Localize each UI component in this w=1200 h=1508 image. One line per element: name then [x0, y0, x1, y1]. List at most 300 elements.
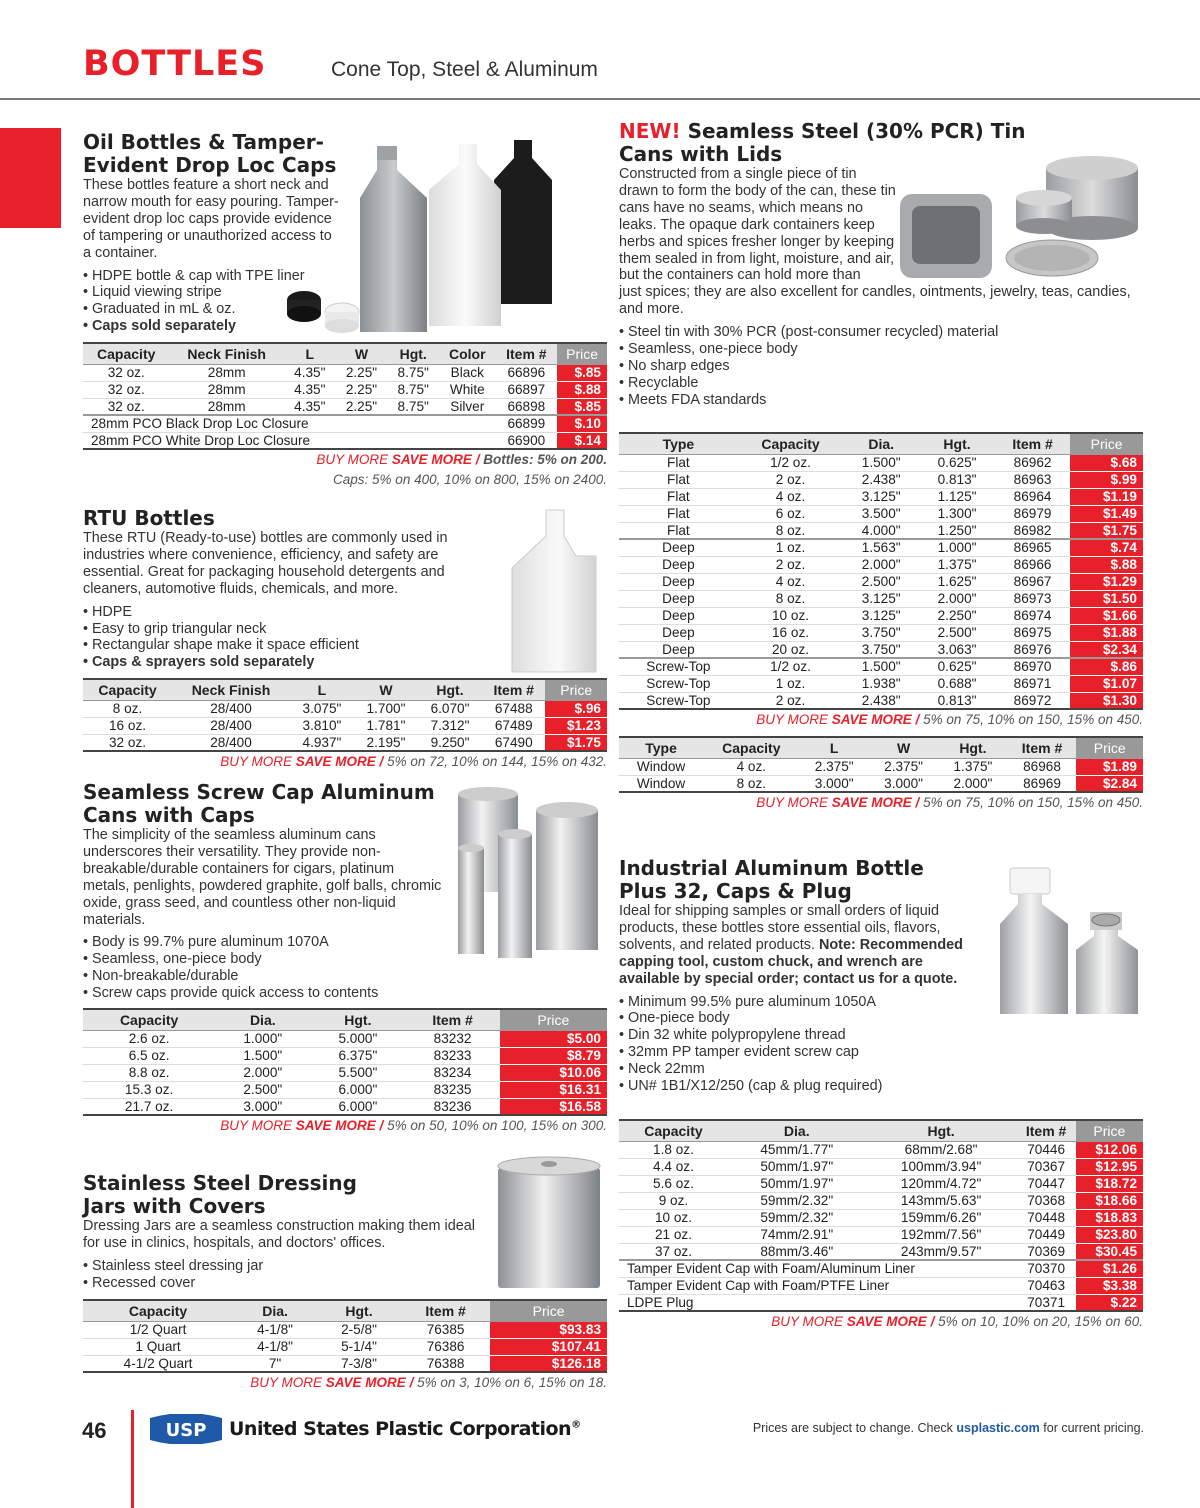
- table-row: [619, 1158, 1143, 1175]
- col-header: Item #: [1017, 1120, 1076, 1141]
- dressing-jar-image: [494, 1154, 604, 1294]
- cell: 70368: [1017, 1192, 1076, 1209]
- buy-label: BUY MORE: [316, 452, 389, 467]
- buy-label: BUY MORE: [771, 1314, 844, 1329]
- cell: 2.25": [336, 381, 388, 398]
- cell: 120mm/4.72": [866, 1175, 1017, 1192]
- cell: 1.625": [919, 573, 995, 590]
- buy-label: BUY MORE: [756, 795, 828, 810]
- industrial-title: Industrial Aluminum Bottle Plus 32, Caps & Plug: [619, 856, 924, 903]
- price-cell: $1.89: [1076, 758, 1143, 775]
- tins-table-wrap: [619, 432, 1143, 813]
- buy-label: BUY MORE: [756, 712, 828, 727]
- jars-bullet: • Stainless steel dressing jar: [83, 1258, 488, 1275]
- col-header: Capacity: [619, 1120, 728, 1141]
- cell: 28mm PCO White Drop Loc Closure: [83, 432, 496, 449]
- cell: 243mm/9.57": [866, 1243, 1017, 1260]
- price-cell: $16.58: [500, 1098, 607, 1115]
- table-row: [619, 522, 1143, 539]
- table-row: [619, 1209, 1143, 1226]
- cell: 28mm: [169, 364, 284, 381]
- industrial-bullet: • One-piece body: [619, 1010, 979, 1027]
- cell: 8 oz.: [738, 522, 843, 539]
- price-cell: $1.88: [1070, 624, 1143, 641]
- price-cell: $12.95: [1076, 1158, 1143, 1175]
- cell: 70463: [1017, 1277, 1076, 1294]
- col-header: Dia.: [215, 1009, 310, 1030]
- cell: 2.375": [869, 758, 938, 775]
- cell: 1.000": [215, 1030, 310, 1047]
- buy-label: BUY MORE: [220, 754, 292, 769]
- buy-terms: 5% on 3, 10% on 6, 15% on 18.: [417, 1375, 607, 1390]
- cell: 1.300": [919, 505, 995, 522]
- oil-caps-buy-more: [83, 470, 607, 490]
- table-row: [83, 415, 607, 432]
- price-cell: $16.31: [500, 1081, 607, 1098]
- cell: Deep: [619, 539, 738, 556]
- cell: 3.125": [843, 590, 919, 607]
- tins-buy-more: [619, 710, 1143, 730]
- cell: 66899: [496, 415, 558, 432]
- industrial-section: [619, 857, 979, 1095]
- cell: 28/400: [172, 717, 290, 734]
- registered-mark: ®: [571, 1419, 581, 1431]
- aluminum-cans-image: [452, 786, 602, 962]
- cell: 4.35": [284, 364, 336, 381]
- cell: Flat: [619, 505, 738, 522]
- jars-title: Stainless Steel Dressing Jars with Covers: [83, 1171, 357, 1218]
- table-row: [83, 1047, 607, 1064]
- cell: 4.000": [843, 522, 919, 539]
- buy-terms: 5% on 72, 10% on 144, 15% on 432.: [387, 754, 607, 769]
- col-header: Capacity: [83, 343, 169, 364]
- industrial-bullet: • Minimum 99.5% pure aluminum 1050A: [619, 994, 979, 1011]
- tins-bullet: • Meets FDA standards: [619, 392, 1139, 409]
- price-cell: $23.80: [1076, 1226, 1143, 1243]
- oil-bullet: • Caps sold separately: [83, 318, 383, 335]
- cell: Flat: [619, 522, 738, 539]
- brand-text: United States Plastic Corporation: [229, 1418, 572, 1440]
- tin-cans-image: [896, 154, 1142, 286]
- cell: 74mm/2.91": [728, 1226, 866, 1243]
- table-row: [619, 1243, 1143, 1260]
- cell: 159mm/6.26": [866, 1209, 1017, 1226]
- table-row: [83, 1321, 607, 1338]
- buy-terms: Caps: 5% on 400, 10% on 800, 15% on 2400.: [333, 472, 607, 487]
- pricing-note: [753, 1421, 1144, 1435]
- cell: 2.500": [843, 573, 919, 590]
- table-row: [619, 1294, 1143, 1311]
- cell: 66897: [496, 381, 558, 398]
- cell: 3.750": [843, 624, 919, 641]
- alum-buy-more: [83, 1116, 607, 1136]
- cell: 1.000": [919, 539, 995, 556]
- cell: Silver: [439, 398, 495, 415]
- cell: 32 oz.: [83, 398, 169, 415]
- cell: 8.75": [387, 381, 439, 398]
- tins-description-a: Constructed from a single piece of tin drawn to form the body of the can, these tin cans have no seams, which means no leaks. The opaque dark containers keep herbs and spices fresher longer by keeping them sealed in from light, moisture, and air, but the containers can hold more than: [619, 166, 896, 284]
- col-header: Hgt.: [310, 1009, 405, 1030]
- cell: Deep: [619, 573, 738, 590]
- cell: 0.625": [919, 454, 995, 471]
- cell: 86979: [995, 505, 1070, 522]
- cell: 1.500": [843, 658, 919, 675]
- cell: 1.500": [843, 454, 919, 471]
- price-cell: $126.18: [490, 1355, 607, 1372]
- industrial-bullet: • 32mm PP tamper evident screw cap: [619, 1044, 979, 1061]
- cell: 6 oz.: [738, 505, 843, 522]
- rtu-table-wrap: [83, 678, 607, 772]
- col-header: Neck Finish: [172, 679, 290, 700]
- price-cell: $12.06: [1076, 1141, 1143, 1158]
- cell: 70447: [1017, 1175, 1076, 1192]
- save-label: SAVE MORE: [391, 452, 472, 467]
- cell: 88mm/3.46": [728, 1243, 866, 1260]
- oil-table-wrap: [83, 342, 607, 490]
- price-cell: $1.50: [1070, 590, 1143, 607]
- cell: 50mm/1.97": [728, 1158, 866, 1175]
- slash: /: [379, 1118, 384, 1133]
- col-header: W: [336, 343, 388, 364]
- cell: 76388: [401, 1355, 490, 1372]
- save-label: SAVE MORE: [831, 712, 912, 727]
- col-header: Capacity: [83, 1009, 215, 1030]
- price-cell: $18.72: [1076, 1175, 1143, 1192]
- cell: 5-1/4": [317, 1338, 401, 1355]
- alum-table-wrap: [83, 1008, 607, 1136]
- cell: 2.250": [919, 607, 995, 624]
- oil-bottles-image: [282, 134, 572, 334]
- cell: 6.070": [418, 700, 482, 717]
- brand-name: [229, 1418, 581, 1440]
- cell: 2.000": [919, 590, 995, 607]
- cell: 66898: [496, 398, 558, 415]
- price-cell: $93.83: [490, 1321, 607, 1338]
- cell: 2.438": [843, 692, 919, 709]
- col-header: W: [354, 679, 418, 700]
- table-row: [83, 381, 607, 398]
- price-cell: $30.45: [1076, 1243, 1143, 1260]
- price-cell: $8.79: [500, 1047, 607, 1064]
- cell: Tamper Evident Cap with Foam/PTFE Liner: [619, 1277, 1017, 1294]
- price-cell: $2.84: [1076, 775, 1143, 792]
- cell: 59mm/2.32": [728, 1192, 866, 1209]
- col-header: Type: [619, 433, 738, 454]
- oil-bullet: • Graduated in mL & oz.: [83, 301, 383, 318]
- usp-logo-text: USP: [165, 1420, 207, 1441]
- cell: 2.500": [919, 624, 995, 641]
- cell: 1 Quart: [83, 1338, 233, 1355]
- industrial-bullet: • UN# 1B1/X12/250 (cap & plug required): [619, 1078, 979, 1095]
- cell: 1.250": [919, 522, 995, 539]
- cell: 86963: [995, 471, 1070, 488]
- col-header: L: [284, 343, 336, 364]
- cell: 10 oz.: [738, 607, 843, 624]
- price-cell: $.10: [557, 415, 607, 432]
- col-header: Hgt.: [938, 737, 1007, 758]
- table-row: [619, 758, 1143, 775]
- industrial-table-wrap: [619, 1119, 1143, 1332]
- col-header: Price: [545, 679, 607, 700]
- cell: 2.000": [215, 1064, 310, 1081]
- col-header: Price: [1076, 1120, 1143, 1141]
- cell: 1.700": [354, 700, 418, 717]
- table-row: [83, 717, 607, 734]
- cell: Flat: [619, 454, 738, 471]
- rtu-title: RTU Bottles: [83, 506, 215, 530]
- cell: 5.500": [310, 1064, 405, 1081]
- oil-buy-more: [83, 450, 607, 470]
- oil-description: These bottles feature a short neck and narrow mouth for easy pouring. Tamper-evident drop loc caps provide evidence of tampering or unauthorized access to a container.: [83, 177, 339, 261]
- cell: 83235: [405, 1081, 499, 1098]
- table-row: [619, 1260, 1143, 1277]
- col-header: Hgt.: [919, 433, 995, 454]
- jars-description: Dressing Jars are a seamless construction making them ideal for use in clinics, hospitals, and doctors' offices.: [83, 1218, 475, 1251]
- cell: 1.8 oz.: [619, 1141, 728, 1158]
- buy-terms: 5% on 75, 10% on 150, 15% on 450.: [923, 712, 1143, 727]
- table-row: [619, 539, 1143, 556]
- cell: 86975: [995, 624, 1070, 641]
- table-row: [83, 1355, 607, 1372]
- cell: 7-3/8": [317, 1355, 401, 1372]
- cell: 3.500": [843, 505, 919, 522]
- footer-accent-bar: [131, 1410, 134, 1508]
- price-cell: $1.07: [1070, 675, 1143, 692]
- cell: 1.375": [919, 556, 995, 573]
- cell: 70369: [1017, 1243, 1076, 1260]
- rtu-buy-more: [83, 752, 607, 772]
- buy-label: BUY MORE: [250, 1375, 323, 1390]
- price-cell: $.74: [1070, 539, 1143, 556]
- col-header: Item #: [496, 343, 558, 364]
- cell: 28mm PCO Black Drop Loc Closure: [83, 415, 496, 432]
- cell: 86962: [995, 454, 1070, 471]
- table-row: [619, 1226, 1143, 1243]
- cell: 3.125": [843, 488, 919, 505]
- slash: /: [915, 795, 920, 810]
- new-badge: NEW!: [619, 119, 681, 143]
- cell: 4.35": [284, 398, 336, 415]
- price-cell: $18.66: [1076, 1192, 1143, 1209]
- price-cell: $.85: [557, 364, 607, 381]
- cell: 28mm: [169, 398, 284, 415]
- price-cell: $.86: [1070, 658, 1143, 675]
- cell: Deep: [619, 641, 738, 658]
- cell: 9.250": [418, 734, 482, 751]
- col-header: L: [290, 679, 354, 700]
- cell: 8 oz.: [703, 775, 799, 792]
- cell: 70446: [1017, 1141, 1076, 1158]
- cell: 86964: [995, 488, 1070, 505]
- rtu-bullet: • Easy to grip triangular neck: [83, 621, 493, 638]
- col-header: Item #: [1008, 737, 1077, 758]
- slash: /: [409, 1375, 414, 1390]
- cell: 70449: [1017, 1226, 1076, 1243]
- cell: 0.813": [919, 471, 995, 488]
- cell: 1 oz.: [738, 539, 843, 556]
- cell: Flat: [619, 488, 738, 505]
- cell: Deep: [619, 556, 738, 573]
- cell: 2.195": [354, 734, 418, 751]
- cell: 0.625": [919, 658, 995, 675]
- cell: 20 oz.: [738, 641, 843, 658]
- cell: 32 oz.: [83, 381, 169, 398]
- cell: 4-1/2 Quart: [83, 1355, 233, 1372]
- page-number: 46: [82, 1418, 107, 1443]
- price-cell: $1.29: [1070, 573, 1143, 590]
- cell: 6.000": [310, 1098, 405, 1115]
- rtu-description: These RTU (Ready-to-use) bottles are commonly used in industries where convenience, efficiency, and safety are essential. Great for packaging household detergents and cleaners, automotive fluids, chemicals, and more.: [83, 530, 448, 597]
- table-row: [83, 364, 607, 381]
- save-label: SAVE MORE: [831, 795, 912, 810]
- industrial-bullet: • Din 32 white polypropylene thread: [619, 1027, 979, 1044]
- cell: 86967: [995, 573, 1070, 590]
- cell: White: [439, 381, 495, 398]
- cell: 16 oz.: [738, 624, 843, 641]
- cell: 28/400: [172, 700, 290, 717]
- cell: 1/2 oz.: [738, 658, 843, 675]
- table-row: [619, 624, 1143, 641]
- oil-bullet: • Liquid viewing stripe: [83, 284, 383, 301]
- price-cell: $1.49: [1070, 505, 1143, 522]
- buy-label: BUY MORE: [220, 1118, 292, 1133]
- cell: 4-1/8": [233, 1338, 317, 1355]
- cell: 28mm: [169, 381, 284, 398]
- cell: 4-1/8": [233, 1321, 317, 1338]
- cell: 37 oz.: [619, 1243, 728, 1260]
- table-row: [619, 692, 1143, 709]
- cell: 28/400: [172, 734, 290, 751]
- col-header: Price: [557, 343, 607, 364]
- cell: 83236: [405, 1098, 499, 1115]
- tins-description-b: just spices; they are also excellent for candles, ointments, jewelry, teas, candies, and more.: [619, 284, 1131, 318]
- note-text: Prices are subject to change. Check: [752, 1421, 953, 1435]
- cell: 86969: [1008, 775, 1077, 792]
- usp-logo-icon: [148, 1414, 224, 1444]
- alum-section: [83, 781, 443, 1002]
- cell: 1/2 Quart: [83, 1321, 233, 1338]
- buy-terms: 5% on 75, 10% on 150, 15% on 450.: [923, 795, 1143, 810]
- oil-title: Oil Bottles & Tamper-Evident Drop Loc Caps: [83, 130, 337, 177]
- cell: 8.75": [387, 364, 439, 381]
- table-row: [619, 1175, 1143, 1192]
- page-subtitle: Cone Top, Steel & Aluminum: [331, 58, 598, 81]
- cell: 10 oz.: [619, 1209, 728, 1226]
- cell: 1.125": [919, 488, 995, 505]
- price-cell: $.22: [1076, 1294, 1143, 1311]
- oil-bullet: • HDPE bottle & cap with TPE liner: [83, 268, 383, 285]
- tins-bullet: • Seamless, one-piece body: [619, 341, 1139, 358]
- table-row: [83, 1098, 607, 1115]
- rtu-bullet: • Caps & sprayers sold separately: [83, 654, 493, 671]
- note-text: for current pricing.: [1043, 1421, 1144, 1435]
- cell: Screw-Top: [619, 692, 738, 709]
- cell: 2 oz.: [738, 471, 843, 488]
- industrial-bullet: • Neck 22mm: [619, 1061, 979, 1078]
- cell: Tamper Evident Cap with Foam/Aluminum Liner: [619, 1260, 1017, 1277]
- cell: 86976: [995, 641, 1070, 658]
- cell: 2 oz.: [738, 556, 843, 573]
- table-row: [619, 488, 1143, 505]
- price-cell: $1.30: [1070, 692, 1143, 709]
- table-row: [619, 1192, 1143, 1209]
- cell: 70367: [1017, 1158, 1076, 1175]
- price-cell: $2.34: [1070, 641, 1143, 658]
- cell: 86971: [995, 675, 1070, 692]
- jars-section: [83, 1172, 488, 1292]
- col-header: Price: [1070, 433, 1143, 454]
- alum-description: The simplicity of the seamless aluminum cans underscores their versatility. They provide non-breakable/durable containers for cigars, platinum metals, penlights, powdered graphite, golf balls, chromic oxide, grass seed, and countless other non-liquid materials.: [83, 827, 442, 928]
- rtu-bullet: • HDPE: [83, 604, 493, 621]
- cell: 76386: [401, 1338, 490, 1355]
- cell: 5.6 oz.: [619, 1175, 728, 1192]
- alum-bullet: • Screw caps provide quick access to contents: [83, 985, 463, 1002]
- col-header: Price: [490, 1300, 607, 1321]
- jars-bullet: • Recessed cover: [83, 1275, 488, 1292]
- price-cell: $.88: [1070, 556, 1143, 573]
- cell: 70370: [1017, 1260, 1076, 1277]
- tins-bullet: • Recyclable: [619, 375, 1139, 392]
- table-row: [619, 607, 1143, 624]
- cell: 76385: [401, 1321, 490, 1338]
- table-row: [83, 1338, 607, 1355]
- buy-terms: 5% on 10, 10% on 20, 15% on 60.: [938, 1314, 1143, 1329]
- window-buy-more: [619, 793, 1143, 813]
- jars-table-wrap: [83, 1299, 607, 1393]
- website-link[interactable]: usplastic.com: [956, 1421, 1040, 1435]
- cell: 67490: [482, 734, 545, 751]
- table-row: [619, 556, 1143, 573]
- industrial-table: [619, 1119, 1143, 1312]
- cell: 6.5 oz.: [83, 1047, 215, 1064]
- slash: /: [475, 452, 480, 467]
- cell: 1.375": [938, 758, 1007, 775]
- price-cell: $1.19: [1070, 488, 1143, 505]
- alum-bullet: • Body is 99.7% pure aluminum 1070A: [83, 934, 463, 951]
- window-tins-table: [619, 736, 1143, 793]
- price-cell: $.88: [557, 381, 607, 398]
- cell: 86970: [995, 658, 1070, 675]
- cell: 3.750": [843, 641, 919, 658]
- table-row: [619, 454, 1143, 471]
- table-row: [619, 505, 1143, 522]
- cell: 1/2 oz.: [738, 454, 843, 471]
- price-cell: $3.38: [1076, 1277, 1143, 1294]
- cell: LDPE Plug: [619, 1294, 1017, 1311]
- cell: 8 oz.: [738, 590, 843, 607]
- cell: 0.688": [919, 675, 995, 692]
- cell: Deep: [619, 624, 738, 641]
- col-header: Color: [439, 343, 495, 364]
- cell: 16 oz.: [83, 717, 172, 734]
- cell: 50mm/1.97": [728, 1175, 866, 1192]
- cell: 67488: [482, 700, 545, 717]
- price-cell: $1.26: [1076, 1260, 1143, 1277]
- tins-section: [619, 119, 1131, 409]
- col-header: Hgt.: [866, 1120, 1017, 1141]
- cell: 32 oz.: [83, 364, 169, 381]
- cell: 5.000": [310, 1030, 405, 1047]
- buy-terms: 5% on 50, 10% on 100, 15% on 300.: [387, 1118, 607, 1133]
- col-header: Type: [619, 737, 703, 758]
- cell: 3.000": [215, 1098, 310, 1115]
- table-row: [619, 775, 1143, 792]
- col-header: Item #: [401, 1300, 490, 1321]
- cell: 21.7 oz.: [83, 1098, 215, 1115]
- cell: 45mm/1.77": [728, 1141, 866, 1158]
- alum-bullet: • Non-breakable/durable: [83, 968, 463, 985]
- save-label: SAVE MORE: [846, 1314, 927, 1329]
